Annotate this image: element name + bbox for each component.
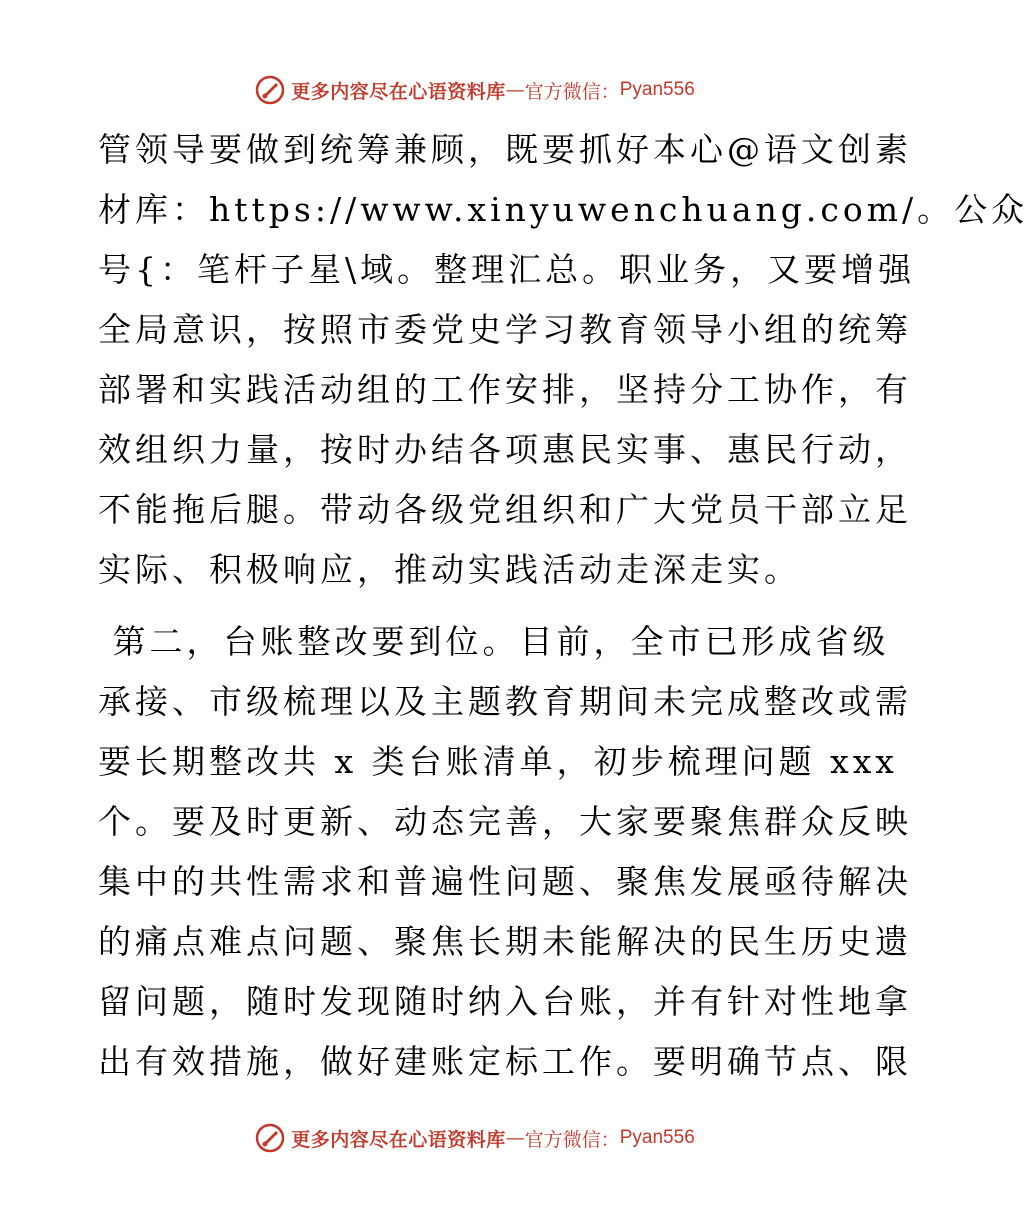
paragraph-spacer [98,600,850,612]
text-line: 留问题，随时发现随时纳入台账，并有针对性地拿 [98,982,912,1021]
text-line: 实际、积极响应，推动实践活动走深走实。 [98,550,801,589]
footer-wechat-label: 官方微信： [524,1128,620,1151]
text-line: 个。要及时更新、动态完善，大家要聚焦群众反映 [98,802,912,841]
footer-site-label: 更多内容尽在心语资料库 [291,1128,506,1151]
text-line: 要长期整改共 x 类台账清单，初步梳理问题 xxx [98,742,898,781]
text-line: 的痛点难点问题、聚焦长期未能解决的民生历史遗 [98,922,912,961]
footer-wechat-id: Pyan556 [619,1127,695,1148]
text-line: 全局意识，按照市委党史学习教育领导小组的统筹 [98,310,912,349]
text-line: 不能拖后腿。带动各级党组织和广大党员干部立足 [98,490,912,529]
text-line: 材库：https://www.xinyuwenchuang.com/。公众 [98,190,1028,229]
paragraph-2 [98,612,912,1092]
text-line: 出有效措施，做好建账定标工作。要明确节点、限 [98,1042,912,1081]
header-banner [0,70,950,110]
paragraph-1 [98,120,1028,600]
document-body [98,120,1028,1092]
text-line: 第二，台账整改要到位。目前，全市已形成省级 [98,622,890,661]
header-site-label: 更多内容尽在心语资料库 [291,80,506,103]
text-line: 管领导要做到统筹兼顾，既要抓好本心@语文创素 [98,130,912,169]
header-wechat-label: 官方微信： [524,80,620,103]
header-separator: — [505,79,525,101]
footer-banner [0,1118,950,1158]
text-line: 集中的共性需求和普遍性问题、聚焦发展亟待解决 [98,862,912,901]
text-line: 部署和实践活动组的工作安排，坚持分工协作，有 [98,370,912,409]
header-wechat-id: Pyan556 [619,79,695,100]
footer-separator: — [505,1127,525,1149]
seal-logo-icon [255,1123,285,1153]
text-line: 效组织力量，按时办结各项惠民实事、惠民行动， [98,430,912,469]
text-line: 承接、市级梳理以及主题教育期间未完成整改或需 [98,682,912,721]
seal-logo-icon [255,75,285,105]
text-line: 号{：笔杆子星\域。整理汇总。职业务，又要增强 [98,250,916,289]
